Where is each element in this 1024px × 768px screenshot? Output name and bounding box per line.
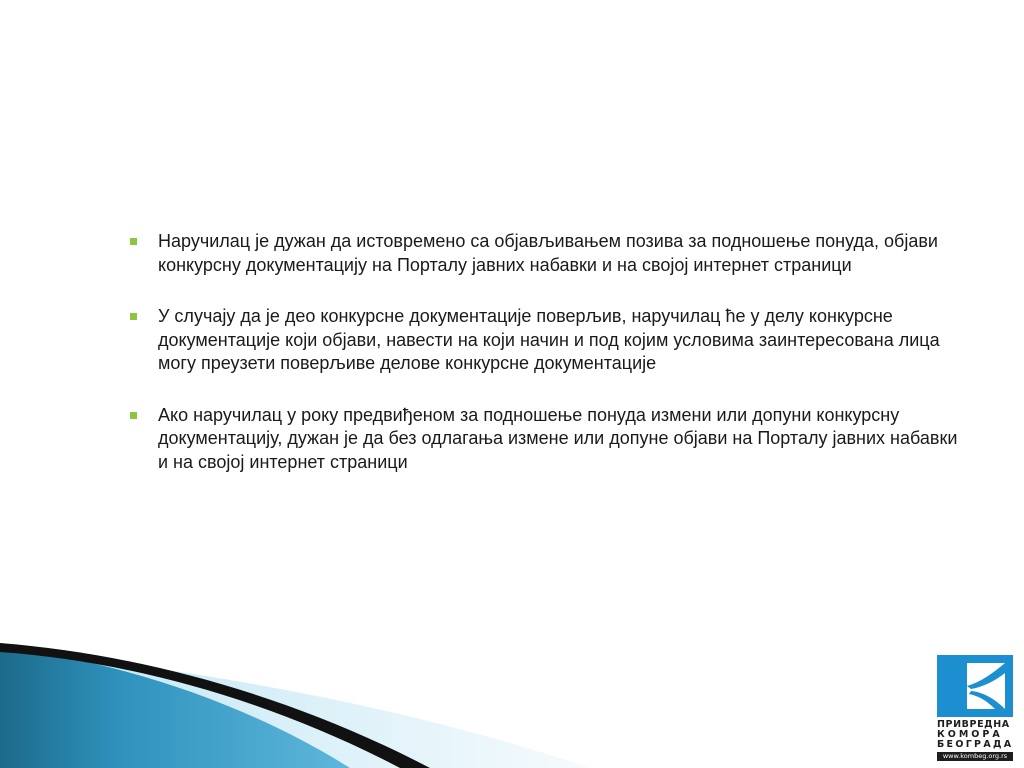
bullet-icon [130,238,137,245]
bullet-text: Ако наручилац у року предвиђеном за подношење понуда измени или допуни конкурсну документацију, дужан је да без одлагања измене или допуне објави на Порталу јавних набавки и на својој интернет страници [158,404,958,472]
bullet-text: Наручилац је дужан да истовремено са објављивањем позива за подношење понуда, објави конкурсну документацију на Порталу јавних набавки и на својој интернет страници [158,231,938,275]
chamber-logo-mark-icon [937,655,1013,717]
bullet-item [128,305,968,376]
bullet-item [128,230,968,277]
bullet-list [128,230,968,474]
bullet-text: У случају да је део конкурсне документације поверљив, наручилац ће у делу конкурсне документације који објави, навести на који начин и под којим условима заинтересована лица могу преузети поверљиве делове конкурсне документације [158,306,940,373]
bullet-item [128,404,968,475]
wave-blue-band [0,648,350,768]
wave-light-band [0,650,590,768]
bullet-icon [130,313,137,320]
logo-line-2: КОМОРА [937,729,1003,740]
logo-line-3: БЕОГРАДА [937,739,1014,750]
logo-line-1: ПРИВРЕДНА [937,719,1010,730]
logo-url: www.kombeg.org.rs [937,752,1013,761]
content-area [128,230,968,502]
bullet-icon [130,412,137,419]
chamber-logo [937,655,1013,763]
wave-black-stripe [0,643,430,768]
